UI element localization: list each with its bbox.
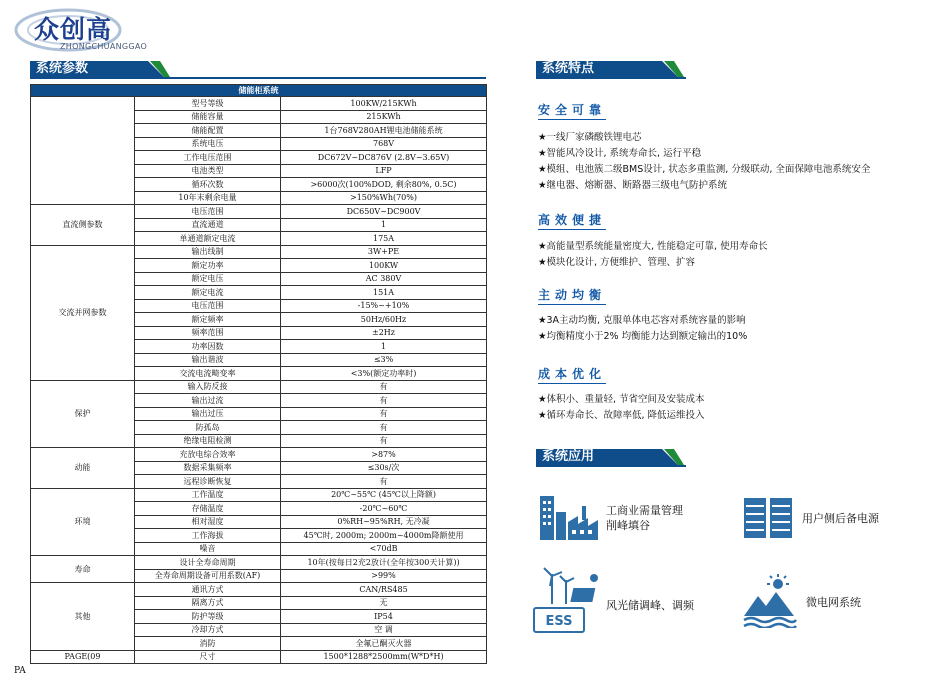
param-value-cell: 151A — [281, 286, 487, 300]
param-label-cell: 输出线制 — [135, 245, 281, 259]
table-header-row — [31, 85, 487, 97]
table-row — [31, 448, 487, 462]
param-label-cell: 通讯方式 — [135, 583, 281, 597]
section-header-apps — [536, 449, 686, 465]
param-value-cell: 768V — [281, 137, 487, 151]
param-label-cell: 单通道额定电流 — [135, 232, 281, 246]
param-label-cell: 全寿命周期设备可用系数(AF) — [135, 569, 281, 583]
param-value-cell: 45℃时, 2000m; 2000m~4000m降额使用 — [281, 529, 487, 543]
param-value-cell: 100KW — [281, 259, 487, 273]
param-label-cell: 储能配置 — [135, 124, 281, 138]
table-row — [31, 245, 487, 259]
app-label-backup: 用户侧后备电源 — [802, 512, 879, 525]
list-item: ★均衡精度小于2% 均衡能力达到额定输出的10% — [538, 331, 748, 342]
param-value-cell: <70dB — [281, 542, 487, 556]
param-value-cell: ≤30s/次 — [281, 461, 487, 475]
table-row — [31, 556, 487, 570]
param-label-cell: 输出谐波 — [135, 353, 281, 367]
param-value-cell: 无 — [281, 596, 487, 610]
feature-title-balancing: 主动均衡 — [538, 286, 606, 305]
param-value-cell: 有 — [281, 475, 487, 489]
section-header-features — [536, 61, 686, 77]
param-value-cell: 3W+PE — [281, 245, 487, 259]
param-label-cell: 系统电压 — [135, 137, 281, 151]
param-value-cell: 有 — [281, 407, 487, 421]
param-label-cell: 相对湿度 — [135, 515, 281, 529]
category-cell — [31, 97, 135, 205]
param-label-cell: 电池类型 — [135, 164, 281, 178]
param-value-cell: DC650V~DC900V — [281, 205, 487, 219]
param-label-cell: 冷却方式 — [135, 623, 281, 637]
param-value-cell: >150%Wh(70%) — [281, 191, 487, 205]
section-title-features: 系统特点 — [536, 61, 654, 77]
param-value-cell: >99% — [281, 569, 487, 583]
param-value-cell: AC 380V — [281, 272, 487, 286]
param-label-cell: 直流通道 — [135, 218, 281, 232]
param-label-cell: 远程诊断恢复 — [135, 475, 281, 489]
param-label-cell: 工作海拔 — [135, 529, 281, 543]
param-label-cell: 额定电流 — [135, 286, 281, 300]
param-label-cell: 噪音 — [135, 542, 281, 556]
header-tail-decoration — [648, 449, 684, 465]
param-label-cell: 型号等级 — [135, 97, 281, 111]
param-value-cell: 10年(按每日2充2放计(全年按300天计算)) — [281, 556, 487, 570]
header-tail-decoration — [134, 61, 170, 77]
param-label-cell: 循环次数 — [135, 178, 281, 192]
table-row — [31, 205, 487, 219]
feature-list-balancing — [538, 313, 747, 345]
param-label-cell: 设计全寿命周期 — [135, 556, 281, 570]
param-value-cell: 175A — [281, 232, 487, 246]
param-label-cell: 消防 — [135, 637, 281, 651]
param-label-cell: 输入防反接 — [135, 380, 281, 394]
param-value-cell: 1台768V280AH锂电池储能系统 — [281, 124, 487, 138]
param-value-cell: >6000次(100%DOD, 剩余80%, 0.5C) — [281, 178, 487, 192]
param-value-cell: 1 — [281, 218, 487, 232]
table-title: 储能柜系统 — [31, 85, 487, 97]
factory-icon — [538, 492, 600, 542]
param-label-cell: 尺寸 — [135, 650, 281, 664]
param-value-cell: 1500*1288*2500mm(W*D*H) — [281, 650, 487, 664]
category-cell: 动能 — [31, 448, 135, 489]
param-value-cell: ±2Hz — [281, 326, 487, 340]
param-label-cell: 额定功率 — [135, 259, 281, 273]
list-item: ★循环寿命长、故障率低, 降低运维投入 — [538, 410, 705, 421]
param-value-cell: LFP — [281, 164, 487, 178]
param-value-cell: 1 — [281, 340, 487, 354]
table-row — [31, 650, 487, 664]
param-label-cell: 工作电压范围 — [135, 151, 281, 165]
list-item: ★模组、电池簇二级BMS设计, 状态多重监测, 分级联动, 全面保障电池系统安全 — [538, 164, 871, 175]
param-value-cell: 50Hz/60Hz — [281, 313, 487, 327]
param-label-cell: 功率因数 — [135, 340, 281, 354]
app-label-microgrid: 微电网系统 — [806, 596, 861, 609]
param-label-cell: 额定电压 — [135, 272, 281, 286]
param-label-cell: 额定频率 — [135, 313, 281, 327]
param-label-cell: 电压范围 — [135, 299, 281, 313]
server-rack-icon — [742, 496, 794, 540]
table-row — [31, 488, 487, 502]
param-value-cell: 有 — [281, 394, 487, 408]
table-row — [31, 97, 487, 111]
param-label-cell: 充放电综合效率 — [135, 448, 281, 462]
feature-title-cost: 成本优化 — [538, 365, 606, 384]
param-value-cell: 有 — [281, 434, 487, 448]
list-item: ★体积小、重量轻, 节省空间及安装成本 — [538, 394, 705, 405]
section-title-apps: 系统应用 — [536, 449, 654, 465]
feature-title-safety: 安全可靠 — [538, 101, 606, 120]
section-rule — [30, 77, 486, 79]
param-label-cell: 防孤岛 — [135, 421, 281, 435]
list-item: ★高能量型系统能量密度大, 性能稳定可靠, 使用寿命长 — [538, 241, 768, 252]
param-label-cell: 交流电流畸变率 — [135, 367, 281, 381]
param-value-cell: DC672V~DC876V (2.8V~3.65V) — [281, 151, 487, 165]
list-item: ★模块化设计, 方便维护、管理、扩容 — [538, 257, 696, 268]
param-value-cell: <3%(额定功率时) — [281, 367, 487, 381]
param-value-cell: 有 — [281, 380, 487, 394]
param-value-cell: 215KWh — [281, 110, 487, 124]
brand-logo — [8, 4, 158, 60]
app-label-industrial: 工商业需量管理 削峰填谷 — [606, 504, 683, 532]
param-value-cell: -20℃~60℃ — [281, 502, 487, 516]
ess-label: ESS — [545, 614, 573, 629]
param-label-cell: 10年末剩余电量 — [135, 191, 281, 205]
param-value-cell: IP54 — [281, 610, 487, 624]
feature-list-safety — [538, 130, 870, 194]
feature-list-efficiency — [538, 239, 768, 271]
section-rule — [536, 465, 686, 467]
brand-name: 众创高 — [34, 15, 113, 44]
params-table — [30, 84, 487, 664]
param-label-cell: 输出过压 — [135, 407, 281, 421]
param-value-cell: 20℃~55℃ (45℃以上降额) — [281, 488, 487, 502]
list-item: ★继电器、熔断器、断路器三级电气防护系统 — [538, 180, 728, 191]
param-label-cell: 防护等级 — [135, 610, 281, 624]
page-prefix: PA — [14, 666, 26, 676]
category-cell: PAGE(09 — [31, 650, 135, 664]
brand-name-en: ZHONGCHUANGGAO — [60, 42, 148, 51]
param-value-cell: -15%~+10% — [281, 299, 487, 313]
param-label-cell: 存储温度 — [135, 502, 281, 516]
list-item: ★智能风冷设计, 系统寿命长, 运行平稳 — [538, 148, 702, 159]
param-label-cell: 频率范围 — [135, 326, 281, 340]
feature-title-efficiency: 高效便捷 — [538, 211, 606, 230]
microgrid-icon — [742, 574, 798, 628]
param-value-cell: >87% — [281, 448, 487, 462]
category-cell: 保护 — [31, 380, 135, 448]
category-cell: 寿命 — [31, 556, 135, 583]
param-label-cell: 绝缘电阻检测 — [135, 434, 281, 448]
app-label-renewable: 风光储调峰、调频 — [606, 599, 694, 612]
param-label-cell: 电压范围 — [135, 205, 281, 219]
category-cell: 环境 — [31, 488, 135, 556]
list-item: ★3A主动均衡, 克服单体电芯容对系统容量的影响 — [538, 315, 746, 326]
list-item: ★一线厂家磷酸铁锂电芯 — [538, 132, 642, 143]
table-row — [31, 380, 487, 394]
section-header-params — [30, 61, 170, 77]
header-tail-decoration — [648, 61, 684, 77]
param-label-cell: 隔离方式 — [135, 596, 281, 610]
feature-list-cost — [538, 392, 705, 424]
param-value-cell: 有 — [281, 421, 487, 435]
category-cell: 交流并网参数 — [31, 245, 135, 380]
category-cell: 直流侧参数 — [31, 205, 135, 246]
param-label-cell: 输出过流 — [135, 394, 281, 408]
param-value-cell: CAN/RS485 — [281, 583, 487, 597]
section-rule — [536, 77, 686, 79]
param-value-cell: 0%RH~95%RH, 无冷凝 — [281, 515, 487, 529]
param-label-cell: 储能容量 — [135, 110, 281, 124]
category-cell: 其他 — [31, 583, 135, 651]
param-value-cell: 全氟已酮灭火器 — [281, 637, 487, 651]
param-value-cell: ≤3% — [281, 353, 487, 367]
param-label-cell: 工作温度 — [135, 488, 281, 502]
param-value-cell: 空 调 — [281, 623, 487, 637]
ess-renewable-icon — [522, 566, 606, 634]
table-row — [31, 583, 487, 597]
param-label-cell: 数据采集频率 — [135, 461, 281, 475]
section-title-params: 系统参数 — [30, 61, 140, 77]
param-value-cell: 100KW/215KWh — [281, 97, 487, 111]
